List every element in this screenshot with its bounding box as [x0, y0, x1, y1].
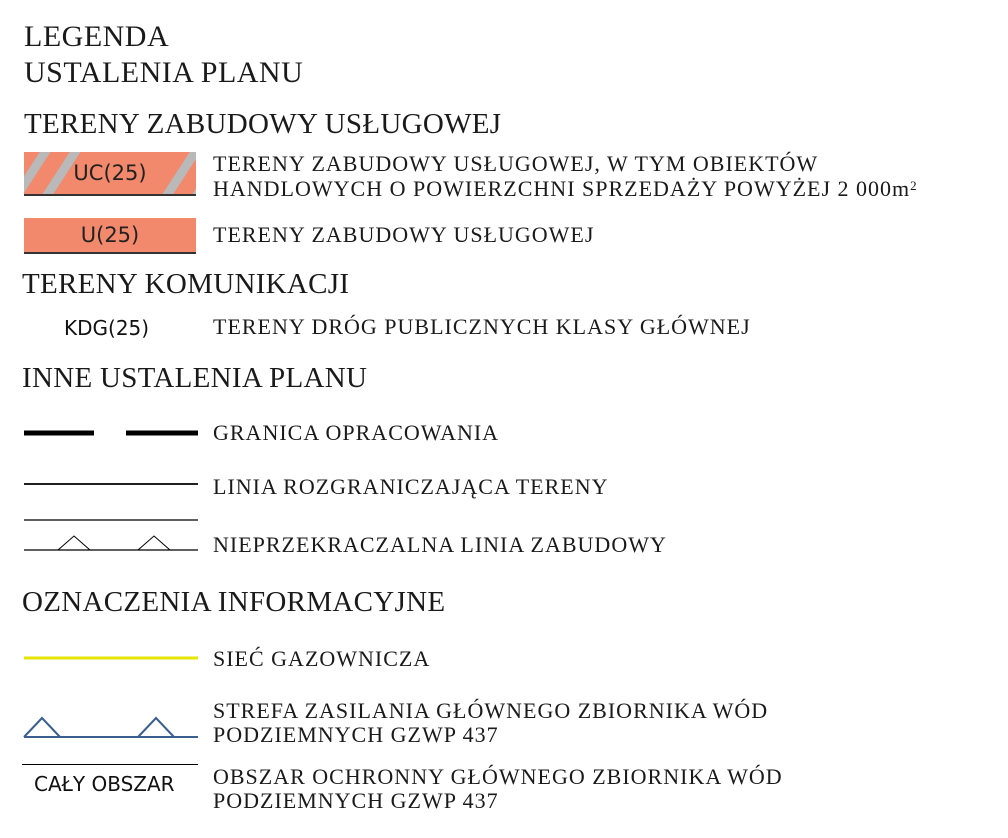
gzwp-zone-line-icon: [22, 712, 200, 742]
building-line-icon: [22, 514, 200, 556]
kdg-description: TERENY DRÓG PUBLICZNYCH KLASY GŁÓWNEJ: [213, 314, 751, 339]
gas-network-line-icon: [22, 652, 200, 664]
dividing-line-description: LINIA ROZGRANICZAJĄCA TERENY: [213, 474, 609, 499]
section-info-heading: OZNACZENIA INFORMACYJNE: [22, 586, 446, 618]
boundary-dashed-line-icon: [22, 426, 200, 440]
section-other-heading: INNE USTALENIA PLANU: [22, 362, 368, 394]
uc-code-label: UC(25): [73, 161, 147, 185]
gzwp-protect-line: [22, 764, 198, 765]
uc-description-line2: HANDLOWYCH O POWIERZCHNI SPRZEDAŻY POWYŻEJ 2 $000m^2$: [213, 176, 918, 201]
uc-description-line1: TERENY ZABUDOWY USŁUGOWEJ, W TYM OBIEKTÓW: [213, 151, 819, 176]
legend-subtitle: USTALENIA PLANU: [24, 56, 304, 89]
section-services-heading: TERENY ZABUDOWY USŁUGOWEJ: [24, 108, 502, 140]
u-code-label: U(25): [80, 223, 140, 247]
kdg-code-label: KDG(25): [64, 316, 150, 340]
dividing-line-icon: [22, 478, 200, 490]
gzwp-zone-description-line1: STREFA ZASILANIA GŁÓWNEGO ZBIORNIKA WÓD: [213, 698, 769, 723]
gzwp-zone-description-line2: PODZIEMNYCH GZWP 437: [213, 722, 499, 747]
building-line-description: NIEPRZEKRACZALNA LINIA ZABUDOWY: [213, 532, 667, 557]
gzwp-protect-code-label: CAŁY OBSZAR: [34, 772, 175, 796]
uc-symbol: [24, 152, 196, 196]
gzwp-protect-description-line1: OBSZAR OCHRONNY GŁÓWNEGO ZBIORNIKA WÓD: [213, 764, 783, 789]
u-symbol: [24, 218, 196, 254]
gzwp-protect-description-line2: PODZIEMNYCH GZWP 437: [213, 788, 499, 813]
boundary-description: GRANICA OPRACOWANIA: [213, 420, 500, 445]
legend-title: LEGENDA: [24, 20, 170, 53]
gas-network-description: SIEĆ GAZOWNICZA: [213, 646, 431, 671]
u-description: TERENY ZABUDOWY USŁUGOWEJ: [213, 222, 595, 247]
section-transport-heading: TERENY KOMUNIKACJI: [22, 268, 350, 300]
